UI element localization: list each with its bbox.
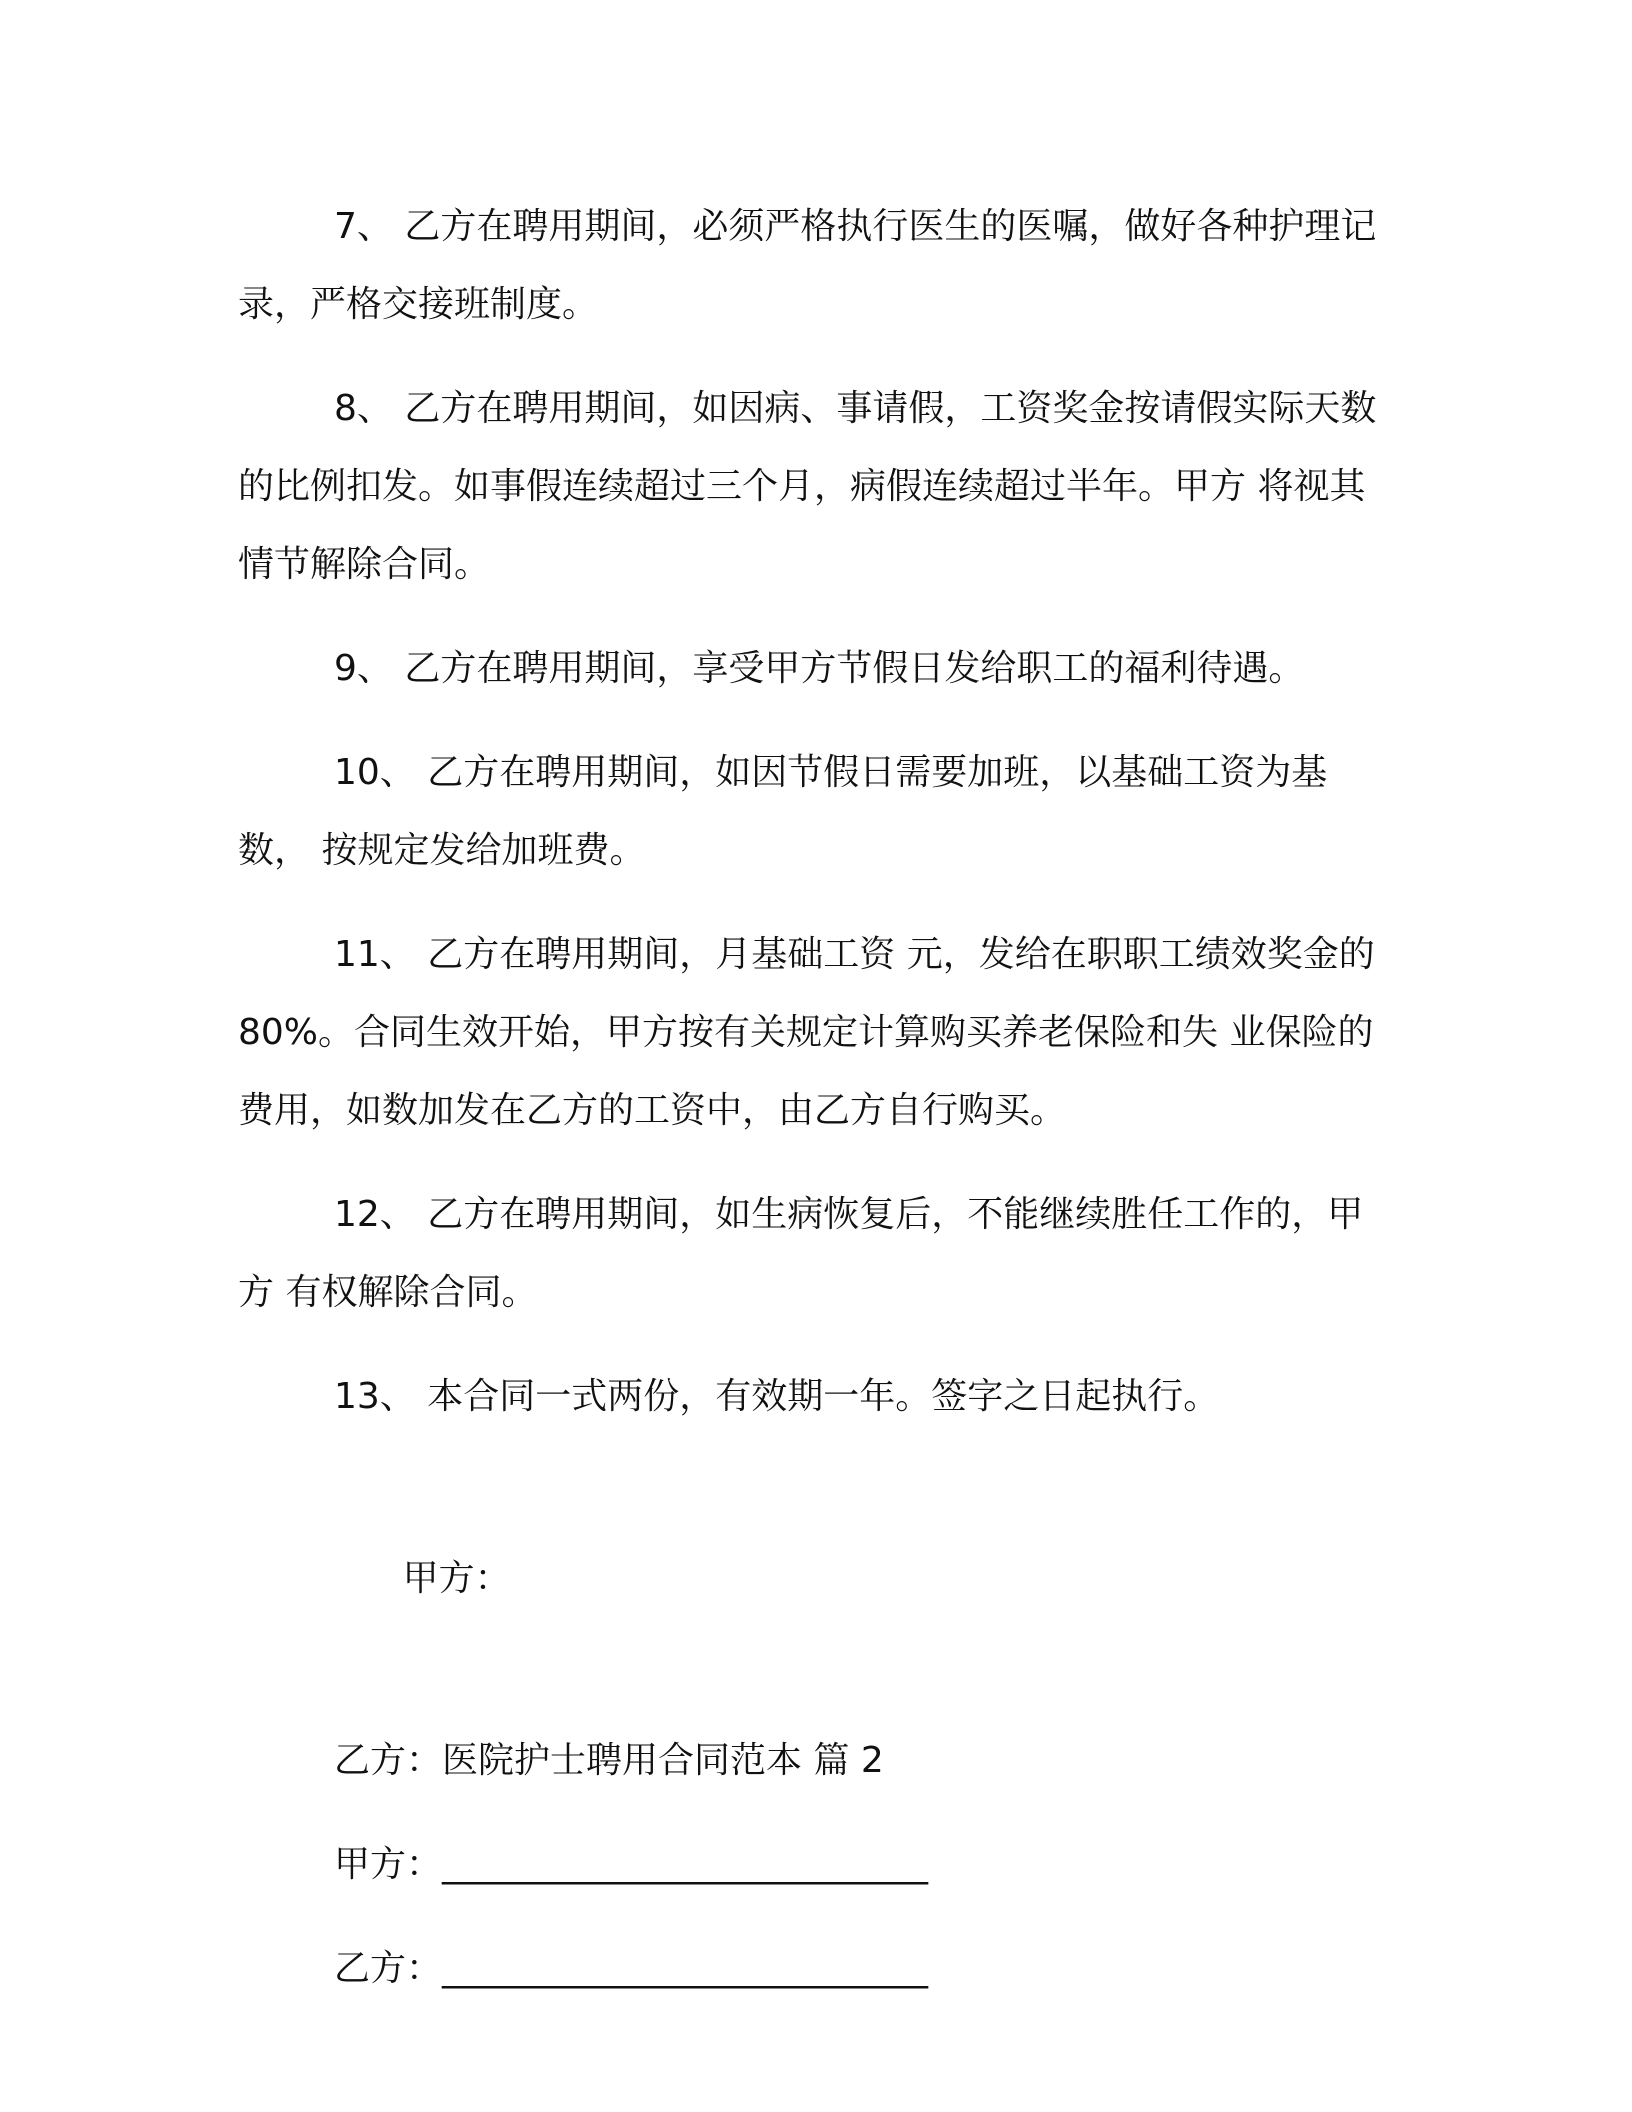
- clause-9: 9、 乙方在聘用期间，享受甲方节假日发给职工的福利待遇。: [334, 648, 1305, 689]
- party-a-line: [334, 1462, 1378, 1696]
- party-a-label: 甲方：: [402, 1558, 511, 1599]
- signature-a-label: 甲方：: [334, 1844, 443, 1885]
- clause-13: 13、 本合同一式两份，有效期一年。签字之日起执行。: [334, 1376, 1220, 1417]
- clause-7: 7、 乙方在聘用期间，必须严格执行医生的医嘱，做好各种护理记 录，严格交接班制度。: [238, 206, 1388, 325]
- party-b-line: [334, 1722, 1378, 1800]
- clause-8: 8、 乙方在聘用期间，如因病、事请假，工资奖金按请假实际天数 的比例扣发。如事假连续超过三个月，病假连续超过半年。甲方 将视其情节解除合同。: [238, 388, 1388, 585]
- signature-b-line: [334, 1930, 1378, 2008]
- signature-a-blank: ___________________________: [442, 1844, 929, 1885]
- signature-b-blank: ___________________________: [442, 1948, 929, 1989]
- party-b-value: 医院护士聘用合同范本 篇 2: [442, 1740, 884, 1781]
- signature-a-line: [334, 1826, 1378, 1904]
- party-b-label: 乙方：: [334, 1740, 443, 1781]
- contract-body: [238, 188, 1388, 2034]
- signature-b-label: 乙方：: [334, 1948, 443, 1989]
- clause-10: 10、 乙方在聘用期间，如因节假日需要加班，以基础工资为基数， 按规定发给加班费。: [238, 752, 1328, 871]
- clause-11: 11、 乙方在聘用期间，月基础工资 元，发给在职职工绩效奖金的 80%。合同生效开始，甲方按有关规定计算购买养老保险和失 业保险的费用，如数加发在乙方的工资中，由乙方自行购买。: [238, 934, 1387, 1131]
- clause-12: 12、 乙方在聘用期间，如生病恢复后，不能继续胜任工作的，甲方 有权解除合同。: [238, 1194, 1364, 1313]
